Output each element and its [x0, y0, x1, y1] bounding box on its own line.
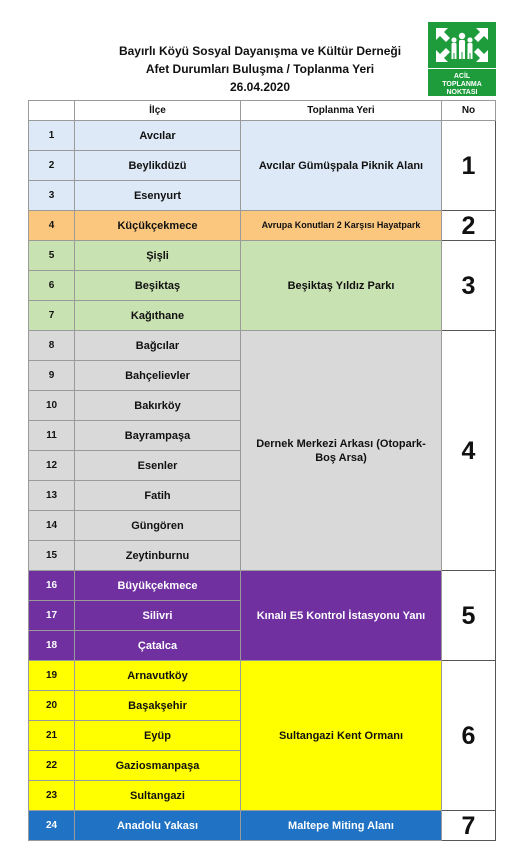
district-name: Bahçelievler — [75, 361, 241, 391]
district-name: Çatalca — [75, 631, 241, 661]
row-number: 11 — [29, 421, 75, 451]
row-number: 6 — [29, 271, 75, 301]
district-name: Büyükçekmece — [75, 571, 241, 601]
table-row — [29, 331, 496, 361]
association-name: Bayırlı Köyü Sosyal Dayanışma ve Kültür Derneği — [118, 44, 402, 58]
assembly-point-number: 1 — [442, 121, 496, 211]
district-name: Bağcılar — [75, 331, 241, 361]
row-number: 12 — [29, 451, 75, 481]
row-number: 21 — [29, 721, 75, 751]
table-row — [29, 211, 496, 241]
row-number: 3 — [29, 181, 75, 211]
district-name: Sultangazi — [75, 781, 241, 811]
header-location: Toplanma Yeri — [241, 101, 442, 121]
district-name: Avcılar — [75, 121, 241, 151]
district-name: Küçükçekmece — [75, 211, 241, 241]
header-district: İlçe — [75, 101, 241, 121]
district-name: Başakşehir — [75, 691, 241, 721]
district-name: Kağıthane — [75, 301, 241, 331]
assembly-point-number: 2 — [442, 211, 496, 241]
district-name: Bakırköy — [75, 391, 241, 421]
row-number: 8 — [29, 331, 75, 361]
assembly-location: Maltepe Miting Alanı — [241, 811, 442, 841]
row-number: 4 — [29, 211, 75, 241]
row-number: 2 — [29, 151, 75, 181]
table-row — [29, 661, 496, 691]
row-number: 17 — [29, 601, 75, 631]
row-number: 7 — [29, 301, 75, 331]
district-name: Silivri — [75, 601, 241, 631]
district-name: Anadolu Yakası — [75, 811, 241, 841]
row-number: 9 — [29, 361, 75, 391]
district-name: Güngören — [75, 511, 241, 541]
row-number: 10 — [29, 391, 75, 421]
district-name: Beylikdüzü — [75, 151, 241, 181]
logo-text-line3: NOKTASI — [446, 89, 478, 96]
header-index — [29, 101, 75, 121]
assembly-location: Avcılar Gümüşpala Piknik Alanı — [241, 121, 442, 211]
row-number: 22 — [29, 751, 75, 781]
table-row — [29, 241, 496, 271]
assembly-points-table — [28, 100, 496, 841]
row-number: 20 — [29, 691, 75, 721]
header-no: No — [442, 101, 496, 121]
assembly-location: Kınalı E5 Kontrol İstasyonu Yanı — [241, 571, 442, 661]
district-name: Zeytinburnu — [75, 541, 241, 571]
row-number: 5 — [29, 241, 75, 271]
row-number: 15 — [29, 541, 75, 571]
assembly-point-logo — [428, 22, 496, 96]
assembly-point-number: 7 — [442, 811, 496, 841]
assembly-point-number: 6 — [442, 661, 496, 811]
row-number: 23 — [29, 781, 75, 811]
row-number: 18 — [29, 631, 75, 661]
district-name: Arnavutköy — [75, 661, 241, 691]
assembly-location: Beşiktaş Yıldız Parkı — [241, 241, 442, 331]
assembly-point-number: 4 — [442, 331, 496, 571]
row-number: 19 — [29, 661, 75, 691]
table-row — [29, 121, 496, 151]
assembly-location: Sultangazi Kent Ormanı — [241, 661, 442, 811]
table-header-row — [29, 101, 496, 121]
row-number: 14 — [29, 511, 75, 541]
table-row — [29, 811, 496, 841]
assembly-point-number: 5 — [442, 571, 496, 661]
assembly-location: Avrupa Konutları 2 Karşısı Hayatpark — [241, 211, 442, 241]
district-name: Şişli — [75, 241, 241, 271]
district-name: Gaziosmanpaşa — [75, 751, 241, 781]
district-name: Esenler — [75, 451, 241, 481]
assembly-location: Dernek Merkezi Arkası (Otopark-Boş Arsa) — [241, 331, 442, 571]
district-name: Eyüp — [75, 721, 241, 751]
logo-text-line2: TOPLANMA — [442, 81, 482, 88]
row-number: 13 — [29, 481, 75, 511]
document-date: 26.04.2020 — [229, 80, 291, 94]
district-name: Beşiktaş — [75, 271, 241, 301]
row-number: 1 — [29, 121, 75, 151]
row-number: 24 — [29, 811, 75, 841]
row-number: 16 — [29, 571, 75, 601]
table-row — [29, 571, 496, 601]
assembly-point-number: 3 — [442, 241, 496, 331]
document-subtitle: Afet Durumları Buluşma / Toplanma Yeri — [145, 62, 375, 76]
district-name: Bayrampaşa — [75, 421, 241, 451]
logo-text-line1: ACİL — [453, 73, 471, 80]
district-name: Esenyurt — [75, 181, 241, 211]
district-name: Fatih — [75, 481, 241, 511]
